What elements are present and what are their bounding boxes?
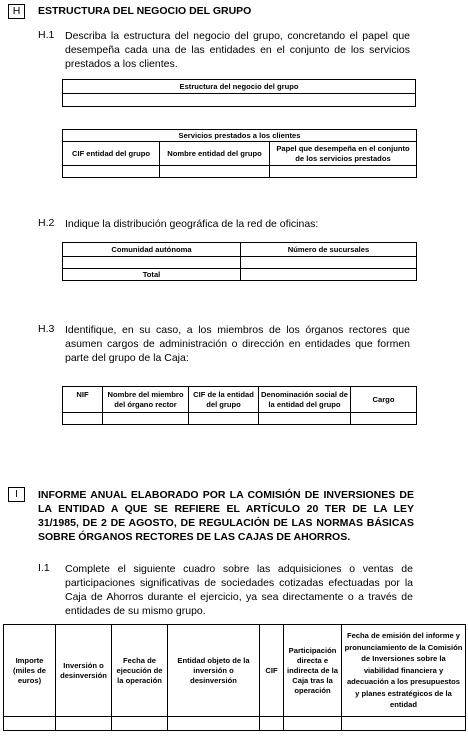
column-header: Fecha de ejecución de la operación — [112, 625, 168, 717]
table-cell — [259, 413, 351, 425]
column-header: Nombre del miembro del órgano rector — [103, 387, 189, 413]
i1-number: I.1 — [38, 562, 50, 574]
i1-text: Complete el siguiente cuadro sobre las adquisiciones o ventas de participaciones significativas de sociedades cotizadas efectuadas por la Caja de Ahorros durante el ejercicio, ya sea directamente o a través de entidades de su mismo grupo. — [65, 563, 413, 617]
column-header: Participación directa e indirecta de la Caja tras la operación — [284, 625, 342, 717]
column-header: CIF de la entidad del grupo — [189, 387, 259, 413]
column-header: Importe (miles de euros) — [4, 625, 56, 717]
table-cell — [160, 166, 270, 178]
table-cell — [103, 413, 189, 425]
table-cell — [351, 413, 417, 425]
section-h-title: ESTRUCTURA DEL NEGOCIO DEL GRUPO — [38, 5, 252, 17]
column-header: Entidad objeto de la inversión o desinversión — [168, 625, 260, 717]
h2-number: H.2 — [38, 217, 55, 229]
table-cell — [56, 717, 112, 731]
column-header: Nombre entidad del grupo — [160, 142, 270, 166]
h3-number: H.3 — [38, 323, 55, 335]
table-cell — [112, 717, 168, 731]
business-structure-table — [62, 79, 416, 107]
column-header: Número de sucursales — [241, 243, 417, 257]
column-header: CIF entidad del grupo — [63, 142, 160, 166]
column-header: Denominación social de la entidad del grupo — [259, 387, 351, 413]
investments-table — [3, 624, 466, 731]
section-i-title: INFORME ANUAL ELABORADO POR LA COMISIÓN DE INVERSIONES DE LA ENTIDAD A QUE SE REFIERE EL ARTÍCULO 20 TER DE LA LEY 31/1985, DE 2 DE AGOSTO, DE REGULACIÓN DE LAS NORMAS BÁSICAS SOBRE ÓRGANOS RECTORES DE LAS CAJAS DE AHORROS. — [38, 489, 414, 543]
governing-members-table — [62, 386, 417, 425]
column-header: Cargo — [351, 387, 417, 413]
offices-table — [62, 242, 417, 281]
h1-number: H.1 — [38, 29, 55, 41]
table-cell — [63, 94, 416, 107]
table-header: Servicios prestados a los clientes — [63, 130, 417, 142]
table-cell — [270, 166, 417, 178]
table-cell — [284, 717, 342, 731]
table-cell — [63, 166, 160, 178]
h1-text: Describa la estructura del negocio del grupo, concretando el papel que desempeña cada una de las entidades en el conjunto de los servicios prestados a los clientes. — [65, 30, 410, 70]
table-cell — [4, 717, 56, 731]
total-label: Total — [63, 269, 241, 281]
section-i-letter-box: I — [8, 487, 25, 502]
table-header: Estructura del negocio del grupo — [63, 80, 416, 94]
column-header: Papel que desempeña en el conjunto de los servicios prestados — [270, 142, 417, 166]
table-cell — [342, 717, 466, 731]
column-header: Inversión o desinversión — [56, 625, 112, 717]
services-table — [62, 129, 417, 178]
table-cell — [260, 717, 284, 731]
column-header: Fecha de emisión del informe y pronunciamiento de la Comisión de Inversiones sobre la viabilidad financiera y adecuación a los presupuestos y planes estratégicos de la entidad — [342, 625, 466, 717]
table-cell — [189, 413, 259, 425]
table-cell — [168, 717, 260, 731]
table-cell — [63, 257, 241, 269]
table-cell — [241, 269, 417, 281]
table-cell — [241, 257, 417, 269]
h3-text: Identifique, en su caso, a los miembros de los órganos rectores que asumen cargos de administración o dirección en entidades que formen parte del grupo de la Caja: — [65, 324, 410, 364]
column-header: Comunidad autónoma — [63, 243, 241, 257]
table-cell — [63, 413, 103, 425]
section-h-letter-box: H — [8, 4, 25, 19]
column-header: NIF — [63, 387, 103, 413]
column-header: CIF — [260, 625, 284, 717]
h2-text: Indique la distribución geográfica de la red de oficinas: — [65, 218, 319, 230]
